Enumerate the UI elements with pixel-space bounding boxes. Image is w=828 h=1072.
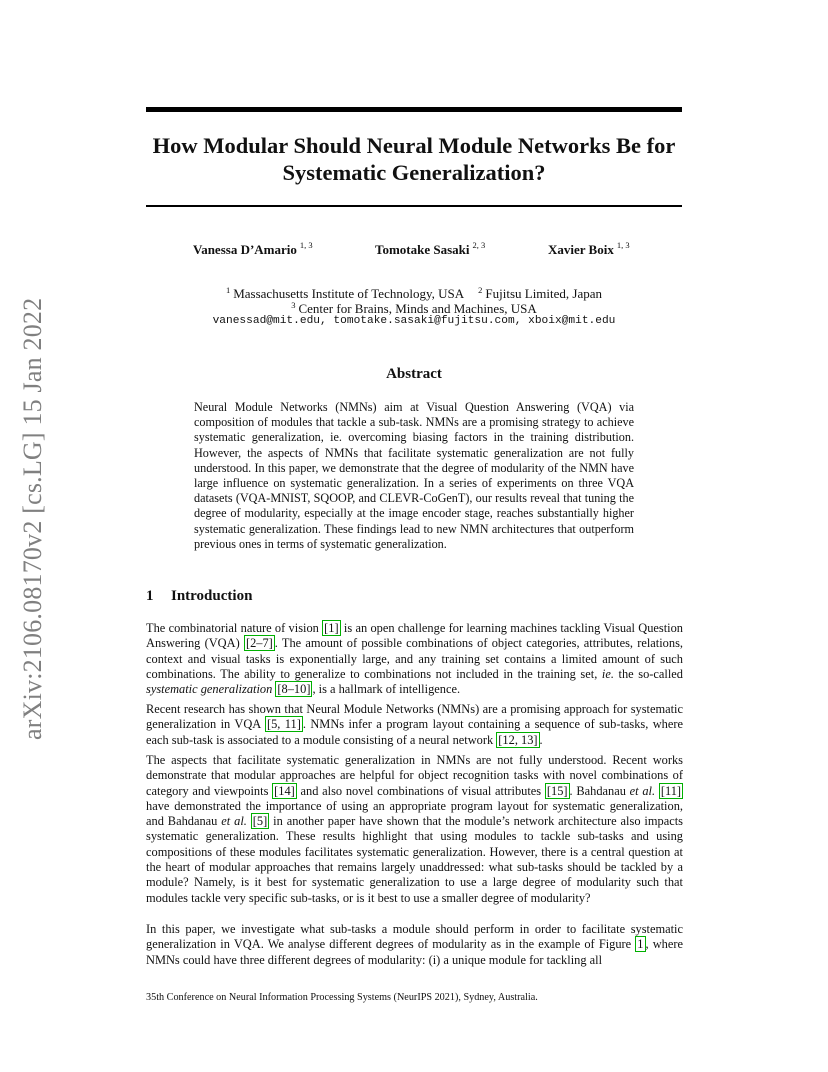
affiliation-fujitsu: Fujitsu Limited, Japan [485, 286, 603, 301]
paragraph-4: In this paper, we investigate what sub-tasks a module should perform in order to facilitate systematic generalization in VQA. We analyse different degrees of modularity as in the example of Figure 1 , where NMNs could have three different degrees of modularity: (i) a unique module for tackling all [146, 922, 683, 967]
paragraph-2: Recent research has shown that Neural Module Networks (NMNs) are a promising approach for systematic generalization in VQA [5, 11] . NMNs infer a program layout containing a sequence of sub-tasks, where each sub-task is associated to a module consisting of a neural network [12, 13] . [146, 702, 683, 747]
arxiv-identifier: arXiv:2106.08170v2 [cs.LG] 15 Jan 2022 [18, 297, 47, 740]
author-2 [375, 240, 485, 258]
citation-link[interactable]: [2–7] [245, 636, 273, 651]
section-title: Introduction [171, 588, 253, 604]
author-affiliation-marker: 1, 3 [616, 240, 630, 250]
author-affiliation-marker: 2, 3 [472, 240, 486, 250]
conference-footnote: 35th Conference on Neural Information Processing Systems (NeurIPS 2021), Sydney, Australia. [146, 992, 538, 1003]
author-name: Tomotake Sasaki [375, 242, 470, 257]
citation-link[interactable]: [15] [546, 783, 568, 798]
author-list [146, 240, 682, 260]
title-rule-bottom [146, 205, 682, 207]
title-rule-top [146, 107, 682, 112]
affiliation-marker: 2 [478, 285, 483, 295]
citation-link[interactable]: [12, 13] [498, 732, 538, 747]
author-3 [548, 240, 630, 258]
paragraph-1: The combinatorial nature of vision [1] is an open challenge for learning machines tackling Visual Question Answering (VQA) [2–7] . The amount of possible combinations of object categories, attributes, relations, context and visual tasks is exponentially large, and any training set contains a limited amount of such combinations. The ability to generalize to combinations not included in the training set, ie. the so-called systematic generalization [8–10] , is a hallmark of intelligence. [146, 621, 683, 697]
author-emails: vanessad@mit.edu, tomotake.sasaki@fujitsu.com, xboix@mit.edu [212, 315, 616, 327]
affiliation-marker: 1 [225, 285, 231, 295]
paragraph-3: The aspects that facilitate systematic generalization in NMNs are not fully understood. Recent works demonstrate that modular approaches are helpful for object recognition tasks with novel combinations of category and viewpoints [14] and also novel combinations of visual attributes [15] . Bahdanau et al. [11] have demonstrated the importance of using an appropriate program layout for systematic generalization, and Bahdanau et al. [5] in another paper have shown that the module’s network architecture also impacts systematic generalization. These results highlight that using modules to tackle sub-tasks and using compositions of these modules facilitates systematic generalization. However, there is a central question at the heart of modular approaches that remains largely unaddressed: what sub-tasks should be tackled by a module? Namely, is it best for systematic generalization to use a large degree of modularity such that modules tackle very specific sub-tasks, or is it best to use a smaller degree of modularity? [146, 753, 683, 905]
author-name: Xavier Boix [548, 242, 614, 257]
citation-link[interactable]: [1] [324, 621, 339, 635]
author-name: Vanessa D’Amario [193, 242, 297, 257]
paper-title: How Modular Should Neural Module Networks Be for Systematic Generalization? [152, 133, 676, 185]
section-number: 1 [146, 588, 154, 604]
abstract-text: Neural Module Networks (NMNs) aim at Visual Question Answering (VQA) via composition of modules that tackle a sub-task. NMNs are a promising strategy to achieve systematic generalization, ie. overcoming biasing factors in the training distribution. However, the aspects of NMNs that facilitate systematic generalization are not fully understood. In this paper, we demonstrate that the degree of modularity of the NMN have large influence on systematic generalization. In a series of experiments on three VQA datasets (VQA-MNIST, SQOOP, and CLEVR-CoGenT), our results reveal that tuning the degree of modularity, especially at the image encoder stage, reaches substantially higher systematic generalization. These findings lead to new NMN architectures that outperform previous ones in terms of systematic generalization. [194, 400, 634, 551]
citation-link[interactable]: [8–10] [277, 682, 311, 697]
citation-link[interactable]: [11] [660, 783, 682, 798]
author-affiliation-marker: 1, 3 [299, 240, 313, 250]
section-heading [146, 588, 252, 605]
figure-link[interactable]: 1 [637, 937, 644, 952]
citation-link[interactable]: [5, 11] [266, 717, 301, 732]
citation-link[interactable]: [5] [252, 814, 268, 829]
affiliation-mit: Massachusetts Institute of Technology, USA [233, 286, 465, 301]
abstract-heading: Abstract [386, 366, 442, 382]
affiliation-cbmm: Center for Brains, Minds and Machines, USA [298, 301, 537, 316]
affiliation-marker: 3 [291, 300, 296, 310]
citation-link[interactable]: [14] [274, 783, 295, 798]
author-1 [193, 240, 313, 258]
